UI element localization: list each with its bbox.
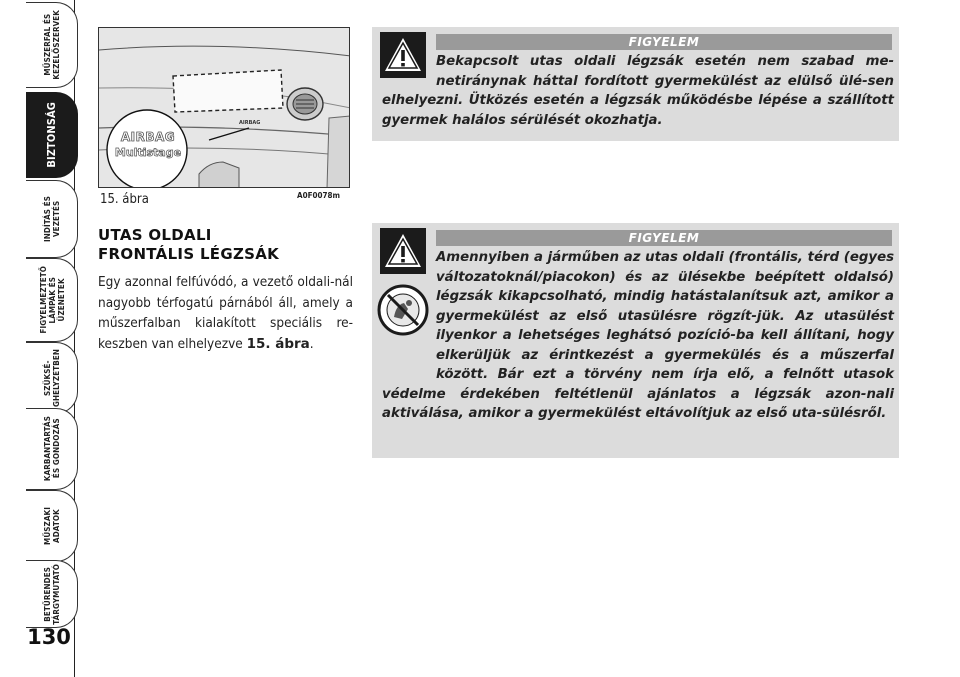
tab-figyelmezteto[interactable] [26,258,78,342]
airbag-label: AIRBAG [120,130,176,144]
tab-targymutato[interactable] [26,560,78,628]
tab-szukseghelyzet[interactable] [26,342,78,414]
figure-reference: 15. ábra [246,335,310,352]
body-text-end: . [309,335,314,352]
section-heading [98,226,358,264]
tab-label: MŰSZERFAL ÉS KEZELŐSZERVEK [43,10,61,80]
chapter-sidebar [0,0,80,677]
tab-karbantartas[interactable] [26,408,78,490]
tab-muszaki-adatok[interactable] [26,490,78,562]
tab-label: INDÍTÁS ÉS VEZETÉS [43,196,61,242]
warning-box [372,27,899,141]
tab-label: BETŰRENDES TÁRGYMUTATÓ [43,563,61,625]
heading-line: UTAS OLDALI [98,226,212,244]
warning-text [382,248,894,424]
tab-label: KARBANTARTÁS ÉS GONDOZÁS [43,416,61,482]
warning-title: FIGYELEM [436,34,892,50]
warning-message: Bekapcsolt utas oldali légzsák esetén nem szabad me-netiránynak háttal fordított gyermekülést az elülső ülé-sen elhelyezni. Ütközés esetén a légzsák működésbe lépése a szállított gyermek halálos sérülését okozhatja. [382,54,894,128]
warning-text [382,52,894,130]
tab-label: FIGYELMEZTETŐ LÁMPÁK ÉS ÜZENETEK [38,266,66,334]
figure-code: A0F0078m [297,191,341,200]
tab-inditas[interactable] [26,180,78,258]
dashboard-illustration [99,28,350,188]
tab-label: SZÜKSÉ- GHELYZETBEN [43,349,61,407]
figure-dashboard-airbag [98,27,350,188]
page-number: 130 [27,625,71,649]
warning-message: Amennyiben a járműben az utas oldali (frontális, térd (egyes változatoknál/piacokon) és az ülésekbe beépített oldalsó) légzsák kikapcsolható, mindig hatástalanítsuk azt, amikor a gyermekülést az első utasülésre rögzít-jük. Az utasülést ilyenkor a lehetséges leghátsó pozíció-ba kell állítani, hogy elkerüljük az érintkezést a gyermekülés és a műszerfal között. Bár ezt a törvény nem írja elő, a felnőtt utasok védelme érdekében feltétlenül ajánlatos a légzsák azon-nali aktiválása, amikor a gyermekülést eltávolítjuk az első uta-sülésről. [382,250,894,421]
icon-spacer [382,248,436,366]
figure-caption: 15. ábra [100,192,149,207]
icon-spacer [382,52,436,90]
dashboard-airbag-marking: AIRBAG [239,120,261,126]
multistage-label: Multistage [114,146,182,159]
tab-label: MŰSZAKI ADATOK [43,507,61,545]
section-body [98,272,353,354]
body-text: Egy azonnal felfúvódó, a vezető oldali-nál nagyobb térfogatú párnából áll, amely a műszerfalban kialakított speciális re-keszben van elhelyezve [98,274,353,352]
heading-line: FRONTÁLIS LÉGZSÁK [98,245,280,263]
tab-label: BIZTONSÁG [45,102,58,168]
tab-biztonsag[interactable] [26,92,78,178]
tab-muszerfal[interactable] [26,2,78,88]
warning-title: FIGYELEM [436,230,892,246]
warning-box [372,223,899,458]
